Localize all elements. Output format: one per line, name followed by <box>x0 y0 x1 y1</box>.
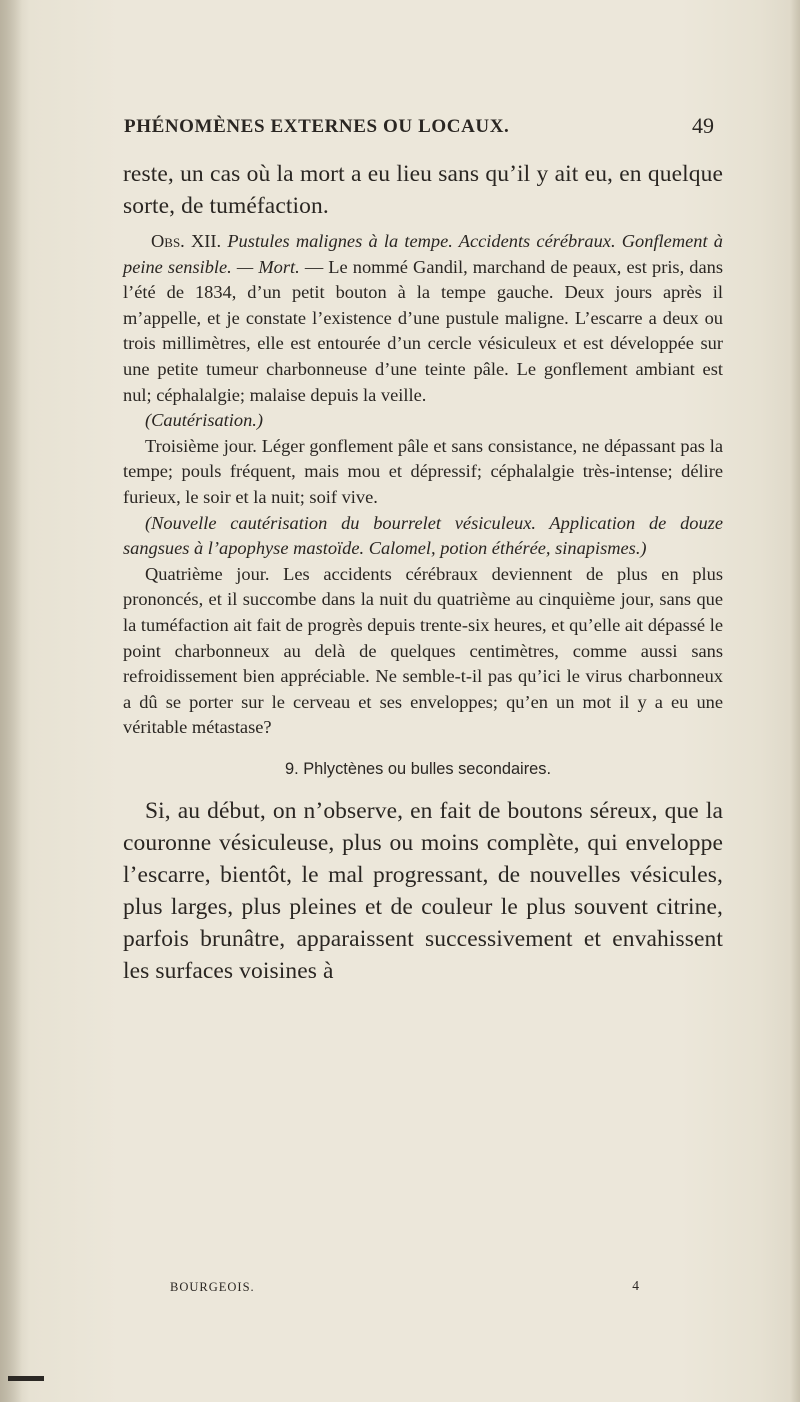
treatment-note-1-text: (Cautérisation.) <box>145 410 264 431</box>
observation-paragraph <box>123 229 723 408</box>
section-heading: 9. Phlyctènes ou bulles secondaires. <box>284 759 552 778</box>
running-header <box>124 113 714 146</box>
observation-text: — Le nommé Gandil, marchand de peaux, est pris, dans l’été de 1834, d’un petit bouton à la tempe gauche. Deux jours après il m’appelle, et je constate l’existence d’une pustule maligne. L’escarre a deux ou trois millimètres, elle est entourée d’un cercle vésiculeux et est développée sur une petite tumeur charbonneuse d’une teinte pâle. Le gonflement ambiant est nul; céphalalgie; malaise depuis la veille. <box>123 256 723 405</box>
signature-mark: BOURGEOIS. <box>170 1280 255 1294</box>
binding-shadow <box>0 0 22 1402</box>
page-number: 49 <box>692 113 714 138</box>
signature-number: 4 <box>632 1278 640 1293</box>
scan-corner-mark <box>8 1376 44 1381</box>
main-text <box>123 158 723 987</box>
signature-line <box>170 1280 640 1295</box>
opening-paragraph: reste, un cas où la mort a eu lieu sans qu’il y ait eu, en quelque sorte, de tuméfaction. <box>123 161 723 219</box>
running-title: PHÉNOMÈNES EXTERNES OU LOCAUX. <box>124 116 510 137</box>
treatment-note-1 <box>123 408 723 434</box>
observation-label: Obs. XII. <box>151 231 222 251</box>
treatment-note-2 <box>123 511 723 562</box>
day-four-paragraph: Quatrième jour. Les accidents cérébraux deviennent de plus en plus prononcés, et il succombe dans la nuit du quatrième au cinquième jour, sans que la tuméfaction ait fait de progrès depuis trente-six heures, et qu’elle ait dépassé le point charbonneux au delà de quelques centimètres, comme aussi sans refroidissement bien appréciable. Ne semble-t-il pas qu’ici le virus charbonneux a dû se porter sur le cerveau et ses enveloppes; qu’en un mot il y a eu une véritable métastase? <box>123 563 723 738</box>
page-edge-shadow <box>790 0 800 1402</box>
observation-title: Pustules malignes à la tempe. Accidents cérébraux. Gonflement à peine sensible. — Mort. <box>123 231 723 277</box>
day-three-paragraph: Troisième jour. Léger gonflement pâle et sans consistance, ne dépassant pas la tempe; pouls fréquent, mais mou et dépressif; céphalalgie très-intense; délire furieux, le soir et la nuit; soif vive. <box>123 435 723 507</box>
treatment-note-2-text: (Nouvelle cautérisation du bourrelet vésiculeux. Application de douze sangsues à l’apophyse mastoïde. Calomel, potion éthérée, sinapismes.) <box>123 512 723 559</box>
closing-paragraph: Si, au début, on n’observe, en fait de boutons séreux, que la couronne vésiculeuse, plus ou moins complète, qui enveloppe l’escarre, bientôt, le mal progressant, de nouvelles vésicules, plus larges, plus pleines et de couleur le plus souvent citrine, parfois brunâtre, apparaissent successivement et envahissent les surfaces voisines à <box>123 797 723 984</box>
